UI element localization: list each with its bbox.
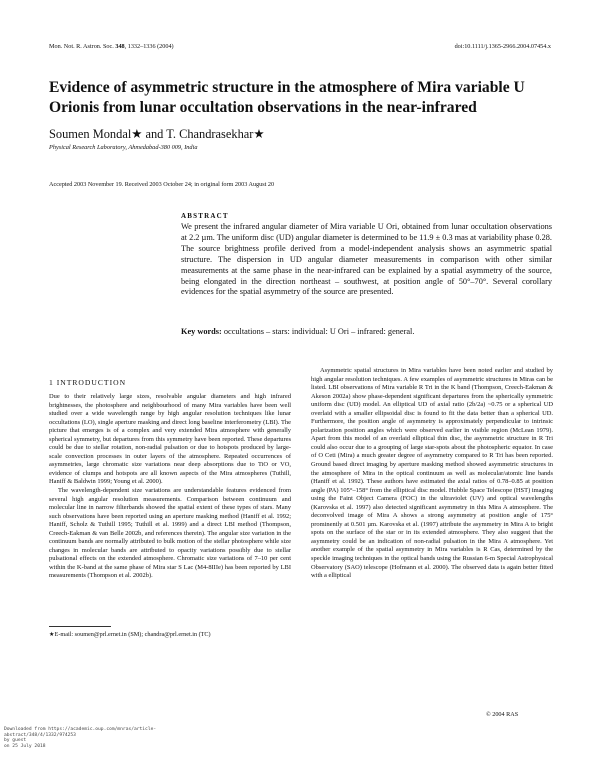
paragraph: The wavelength-dependent size variations are understandable features evidenced from several high angular resolution measurements. Comparison between continuum and molecular line in narrow filterbands showed the spatial extent of these types of stars. Many such observations have been reported using an aperture masking method (Haniff et al. 1992; Haniff, Scholz & Tuthill 1995; Tuthill et al. 1999) and a direct LBI method (Thompson, Creech-Eakman & van Belle 2002b, and references therein). The angular size variation in the continuum bands are normally attributed to bulk motion of the stellar photosphere while size changes in molecular bands are attributed to opacity variations possibly due to stellar pulsational effects on the extended atmosphere. Chromatic size variations of 7–10 per cent within the K-band at the same phase of Mira star S Lac (M4-8IIIe) has been reported by LBI measurements (Thompson et al. 2002b). (49, 487, 291, 580)
footnote-rule (49, 626, 111, 627)
download-line: Downloaded from https://academic.oup.com/mnras/article-abstract/348/4/1332/974253 (4, 727, 157, 738)
download-line: on 25 July 2018 (4, 743, 46, 749)
received-dates: Accepted 2003 November 19. Received 2003 October 24; in original form 2003 August 20 (49, 181, 275, 188)
download-note (4, 727, 164, 749)
doi[interactable]: doi:10.1111/j.1365-2966.2004.07454.x (454, 43, 551, 50)
keywords-label: Key words: (181, 327, 222, 336)
authors: Soumen Mondal★ and T. Chandrasekhar★ (49, 127, 265, 141)
paragraph: Asymmetric spatial structures in Mira variables have been noted earlier and studied by high angular resolution techniques. A few examples of asymmetric structures in Miras can be listed. LBI observations of Mira variable R Tri in the K band (Thompson, Creech-Eakman & Akeson 2002a) show phase-dependent significant departures from the spherically symmetric uniform disc (UD) model. An elliptical UD of axial ratio (2b/2a) ~0.75 or a spherical UD overlaid with a smaller ellipsoidal disc is found to fit the data better than a spherical UD. Furthermore, the position angle of asymmetry is approximately perpendicular to intrinsic polarization position angles which were observed earlier in visible region (McLean 1979). Apart from this model of an overlaid elliptical thin disc, the asymmetric structure in R Tri could also occur due to a grouping of large star-spots about the photospheric equator. In case of O Ceti (Mira) a much greater degree of asymmetry compared to R Tri has been reported. Ground based direct imaging by aperture masking method showed asymmetric structures in the atmosphere of Mira in the optical continuum as well as molecular/atomic line bands (Haniff et al. 1992). These authors have estimated the axial ratios of 0.78–0.85 at position angle (PA) 105°–158° from the elliptical disc model. Hubble Space Telescope (HST) imaging using the Faint Object Camera (FOC) in the ultraviolet (UV) and optical wavelengths (Karovska et al. 1997) also detected significant asymmetry in this Mira A atmosphere. The deconvolved image of Mira A shows a strong asymmetry at position angle of 175° prominently at 0.501 µm. Karovska et al. (1997) attribute the asymmetry in Mira A to bright spots on the surface of the star or in its extended atmosphere. They also suggest that the asymmetry could be an indication of non-radial pulsation in the Mira A atmosphere. Yet another example of the spatial asymmetry in Mira variables is R Cas, determined by the speckle imaging techniques in the optical bands using the Russian 6-m Special Astrophysical Observatory (SAO) telescope (Hofmann et al. 2000). The observed data is again better fitted with a elliptical (311, 367, 553, 580)
footnote: ★E-mail: soumen@prl.ernet.in (SM); chandra@prl.ernet.in (TC) (49, 631, 211, 638)
copyright: © 2004 RAS (486, 711, 519, 718)
download-line: by guest (4, 738, 27, 743)
right-column (311, 367, 553, 581)
journal-volume: 348 (115, 43, 125, 50)
left-column (49, 393, 291, 581)
keywords (181, 327, 552, 336)
abstract-heading: ABSTRACT (181, 212, 229, 220)
keywords-text: occultations – stars: individual: U Ori – infrared: general. (221, 327, 415, 336)
journal-citation: Mon. Not. R. Astron. Soc. 348, 1332–1336 (2004) (49, 43, 174, 50)
abstract-text: We present the infrared angular diameter of Mira variable U Ori, obtained from lunar occultation observations at 2.2 µm. The uniform disc (UD) angular diameter is determined to be 11.9 ± 0.3 mas at variability phase 0.28. The source brightness profile derived from a model-independent analysis shows an asymmetric spatial structure. The dispersion in UD angular diameter measurements in comparison with other similar measurements at the same phase in the near-infrared can be explained by a spatial asymmetry of the source, being elongated in the direction northeast – southwest, at position angle of 50°–70°. Several corollary evidences for the spatial asymmetry of the source are presented. (181, 222, 552, 297)
paper-title: Evidence of asymmetric structure in the atmosphere of Mira variable U Orionis from lunar occultation observations in the near-infrared (49, 79, 525, 116)
section-heading: 1 INTRODUCTION (49, 378, 127, 387)
affiliation: Physical Research Laboratory, Ahmedabad-380 009, India (49, 144, 198, 151)
paragraph: Due to their relatively large sizes, resolvable angular diameters and high infrared brightnesses, the photosphere and neighbourhood of many Mira variables have been well studied over a wide wavelength range by high angular resolution techniques like lunar occultations (LO), single aperture masking and direct long baseline interferometry (LBI). The picture that emerges is of a complex and very extended Mira atmosphere with generally spherical symmetry, but departures from this symmetry have been reported. These departures could be due to stellar rotation, non-radial pulsation or due to hotspots produced by large-scale convection processes in outer layers of the atmosphere. Repeated occurrences of asymmetries, large chromatic size variations near deep absorptions due to TiO or VO, evidence of clumps and hotspots are all known aspects of the Mira atmospheres (Tuthill, Haniff & Baldwin 1999; Young et al. 2000). (49, 393, 291, 486)
